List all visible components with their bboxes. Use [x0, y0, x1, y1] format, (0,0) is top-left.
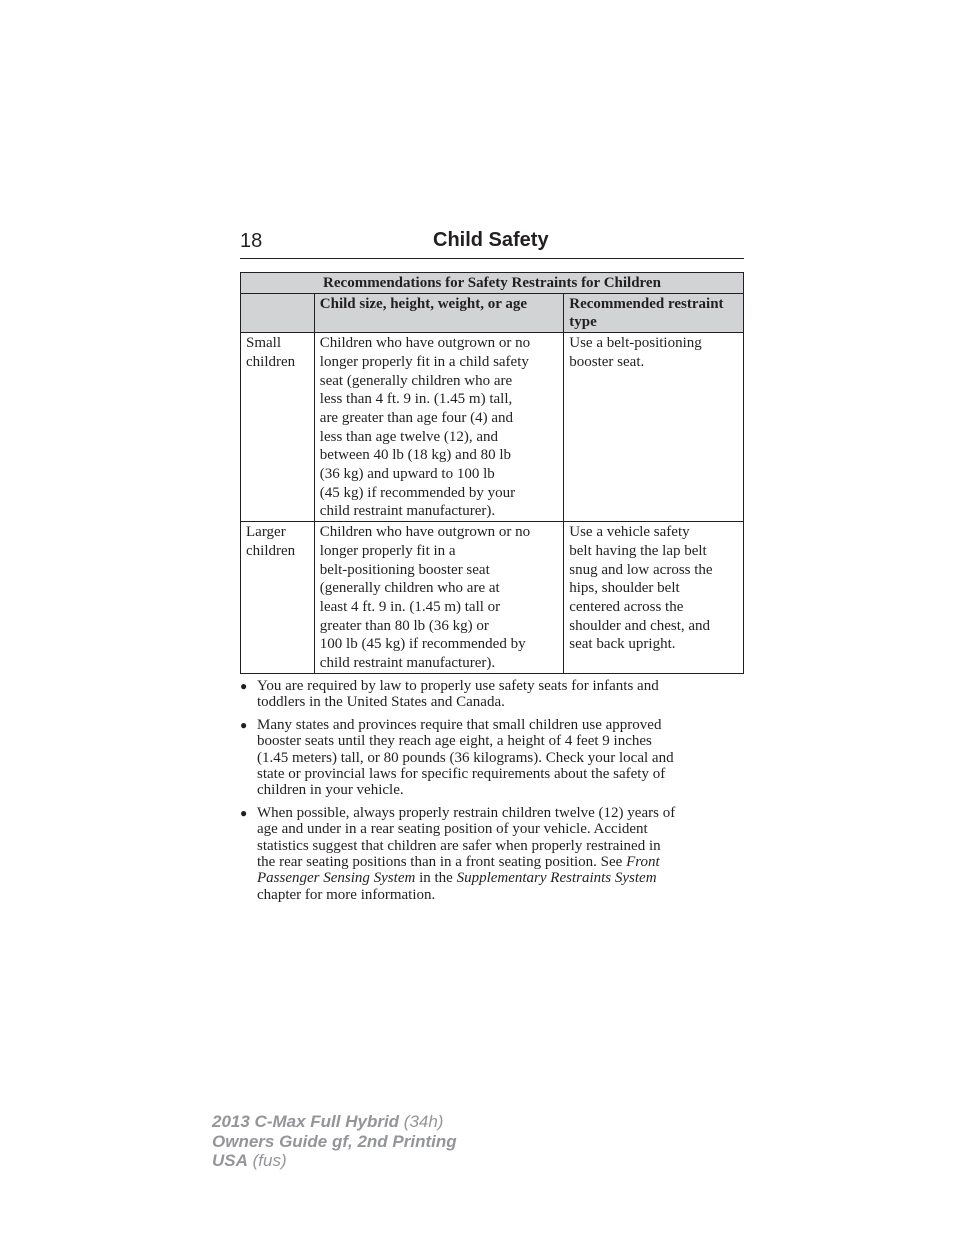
column-header-size: Child size, height, weight, or age	[314, 293, 563, 332]
page-header	[240, 228, 744, 259]
reference-front-link: Front	[626, 853, 660, 870]
table-row	[241, 522, 744, 674]
bullet-icon: ●	[240, 679, 248, 693]
list-item: ● When possible, always properly restrain children twelve (12) years of age and under in a rear seating position of your vehicle. Accident statistics suggest that children are safer when properly restrained in the rear seating positions than in a front seating position. See Front Passenger Sensing System in the Supplementary Restraints System chapter for more information.	[240, 805, 676, 903]
column-header-restraint: Recommended restraint type	[564, 293, 744, 332]
page-number: 18	[240, 230, 263, 252]
row-size: Children who have outgrown or no longer properly fit in a belt-positioning booster seat (generally children who are at least 4 ft. 9 in. (1.45 m) tall or greater than 80 lb (36 kg) or 100 lb (45 kg) if recommended by child restraint manufacturer).	[314, 522, 563, 674]
restraint-recommendations-table	[240, 272, 744, 674]
row-category: Small children	[241, 333, 315, 522]
list-item: ● Many states and provinces require that small children use approved booster seats until they reach age eight, a height of 4 feet 9 inches (1.45 meters) tall, or 80 pounds (36 kilograms). Check your local and state or provincial laws for specific requirements about the safety of children in your vehicle.	[240, 717, 674, 799]
page-footer: 2013 C-Max Full Hybrid (34h) Owners Guide gf, 2nd Printing USA (fus)	[212, 1112, 457, 1170]
list-item: ● You are required by law to properly use safety seats for infants and toddlers in the United States and Canada.	[240, 678, 659, 711]
table-header-row	[241, 293, 744, 332]
table-row	[241, 333, 744, 522]
table-title: Recommendations for Safety Restraints for Children	[241, 273, 744, 294]
row-restraint: Use a vehicle safety belt having the lap belt snug and low across the hips, shoulder belt centered across the shoulder and chest, and seat back upright.	[564, 522, 744, 674]
row-restraint: Use a belt-positioning booster seat.	[564, 333, 744, 522]
reference-passenger-sensing: Passenger Sensing System	[257, 870, 416, 887]
row-size: Children who have outgrown or no longer properly fit in a child safety seat (generally children who are less than 4 ft. 9 in. (1.45 m) tall, are greater than age four (4) and less than age twelve (12), and between 40 lb (18 kg) and 80 lb (36 kg) and upward to 100 lb (45 kg) if recommended by your child restraint manufacturer).	[314, 333, 563, 522]
column-header-category	[241, 293, 315, 332]
row-category: Larger children	[241, 522, 315, 674]
bullet-list	[240, 678, 750, 909]
reference-srs-chapter: Supplementary Restraints System	[456, 870, 657, 887]
table-title-row	[241, 273, 744, 294]
bullet-icon: ●	[240, 806, 248, 821]
bullet-icon: ●	[240, 718, 248, 733]
chapter-title: Child Safety	[433, 229, 549, 251]
